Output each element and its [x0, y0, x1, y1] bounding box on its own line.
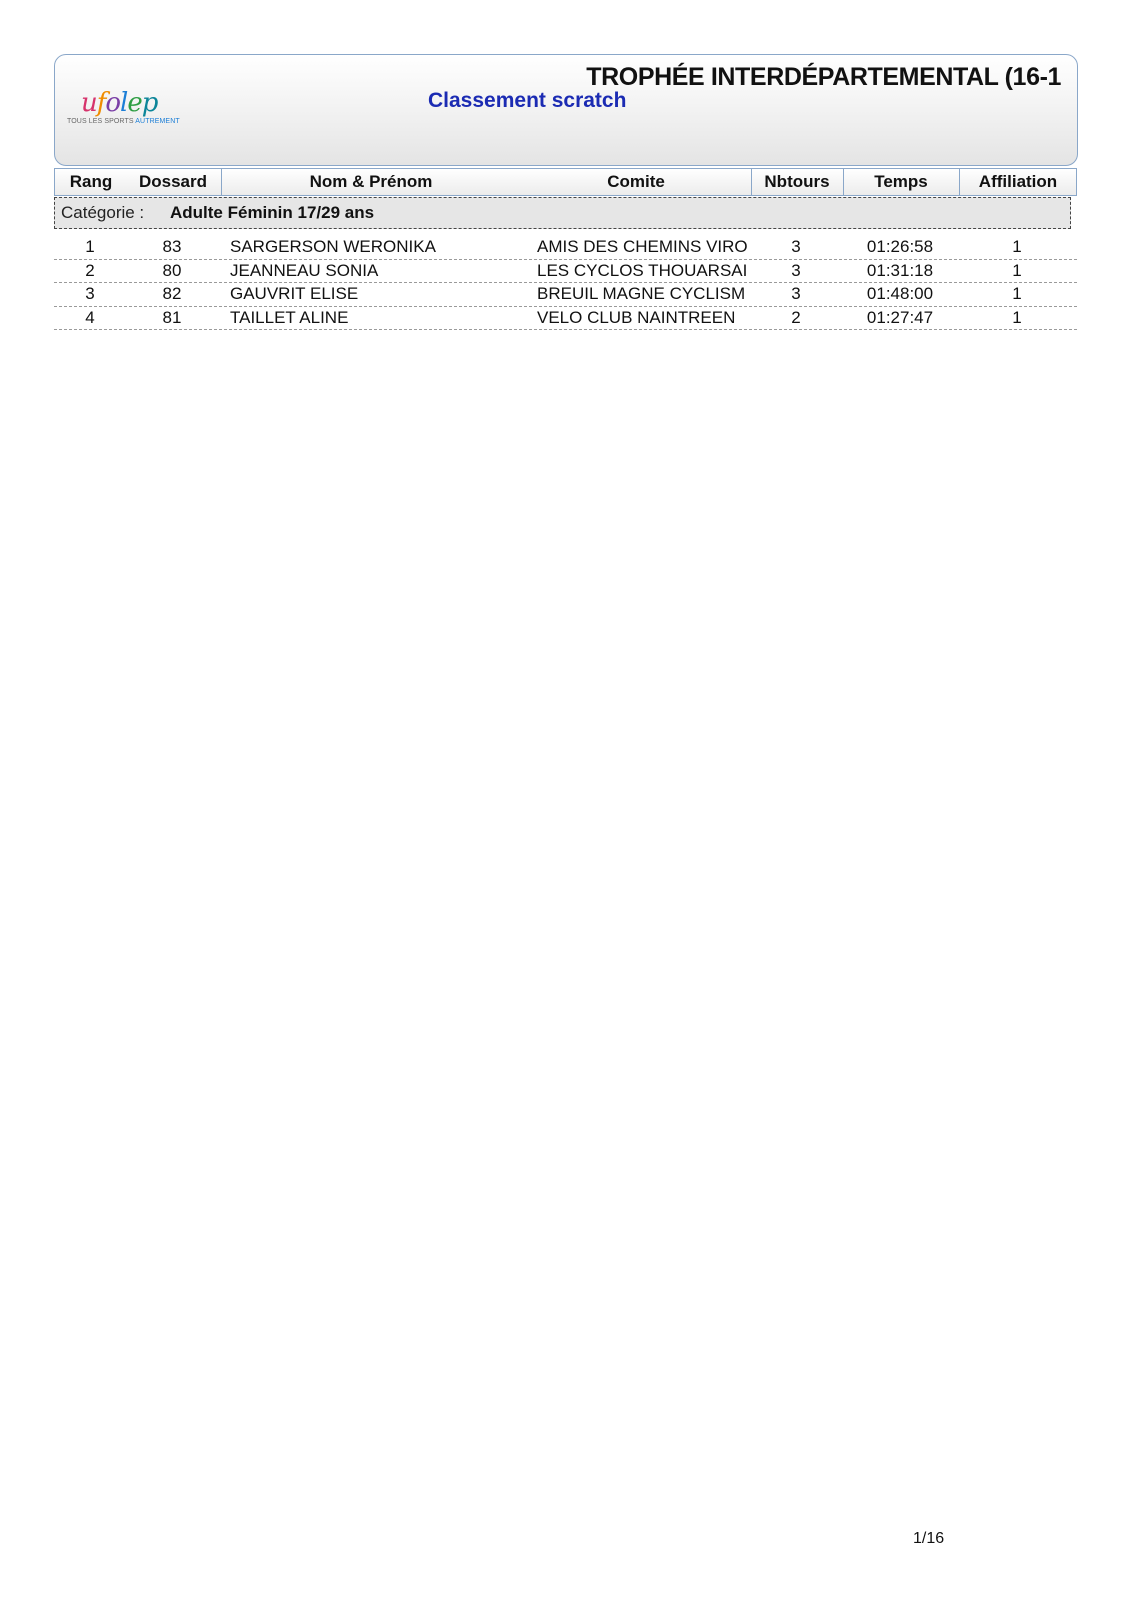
ufolep-logo: [67, 89, 197, 129]
logo-letter: u: [81, 88, 97, 118]
cell-temps: 01:26:58: [866, 237, 934, 256]
cell-nom: TAILLET ALINE: [230, 307, 349, 327]
cell-rang: 3: [85, 284, 95, 303]
cell-nom: JEANNEAU SONIA: [230, 260, 379, 280]
cell-nom: GAUVRIT ELISE: [230, 284, 359, 303]
table-row: [54, 260, 1077, 284]
column-header-affiliation: Affiliation: [978, 172, 1058, 191]
cell-comite: LES CYCLOS THOUARSAI: [537, 260, 748, 280]
cell-nbtours: 3: [791, 284, 801, 303]
cell-comite: VELO CLUB NAINTREEN: [537, 307, 736, 327]
cell-nbtours: 3: [791, 237, 801, 256]
category-value: Adulte Féminin 17/29 ans: [170, 203, 375, 222]
cell-nbtours: 3: [791, 260, 801, 280]
logo-tagline-right: AUTREMENT: [135, 118, 180, 125]
report-header: [54, 54, 1078, 166]
page-number: 1/16: [913, 1530, 945, 1547]
column-header-rang: Rang: [69, 172, 113, 191]
cell-dossard: 83: [162, 237, 182, 256]
cell-temps: 01:48:00: [866, 284, 934, 303]
cell-nbtours: 2: [791, 307, 801, 327]
results-table: [54, 236, 1077, 330]
page-title: TROPHÉE INTERDÉPARTEMENTAL (16-1: [586, 63, 1061, 91]
cell-affiliation: 1: [1012, 307, 1022, 327]
column-header-nbtours: Nbtours: [764, 172, 830, 191]
cell-dossard: 82: [162, 284, 182, 303]
cell-affiliation: 1: [1012, 237, 1022, 256]
cell-temps: 01:31:18: [866, 260, 934, 280]
logo-tagline: [67, 118, 180, 125]
cell-temps: 01:27:47: [866, 307, 934, 327]
column-header-temps: Temps: [874, 172, 928, 191]
cell-dossard: 81: [162, 307, 182, 327]
cell-affiliation: 1: [1012, 260, 1022, 280]
column-header-nom: Nom & Prénom: [309, 172, 433, 191]
logo-letter: o: [105, 88, 121, 118]
logo-tagline-left: TOUS LES SPORTS: [67, 118, 134, 125]
logo-letter: f: [96, 88, 106, 118]
cell-rang: 2: [85, 260, 95, 280]
logo-letter: l: [120, 88, 128, 118]
cell-comite: AMIS DES CHEMINS VIRO: [537, 237, 748, 256]
table-header: [54, 168, 1077, 196]
cell-rang: 1: [85, 237, 95, 256]
logo-wordmark: [81, 89, 157, 117]
cell-comite: BREUIL MAGNE CYCLISM: [537, 284, 746, 303]
logo-letter: e: [127, 88, 142, 118]
category-row: [54, 197, 1071, 229]
cell-dossard: 80: [162, 260, 182, 280]
column-header-comite: Comite: [607, 172, 665, 191]
category-label: Catégorie :: [61, 203, 145, 222]
page-subtitle: Classement scratch: [428, 89, 627, 112]
logo-letter: p: [141, 88, 158, 118]
cell-nom: SARGERSON WERONIKA: [230, 237, 436, 256]
column-header-dossard: Dossard: [138, 172, 208, 191]
table-row: [54, 307, 1077, 331]
cell-affiliation: 1: [1012, 284, 1022, 303]
table-row: [54, 283, 1077, 307]
cell-rang: 4: [85, 307, 95, 327]
table-row: [54, 236, 1077, 260]
